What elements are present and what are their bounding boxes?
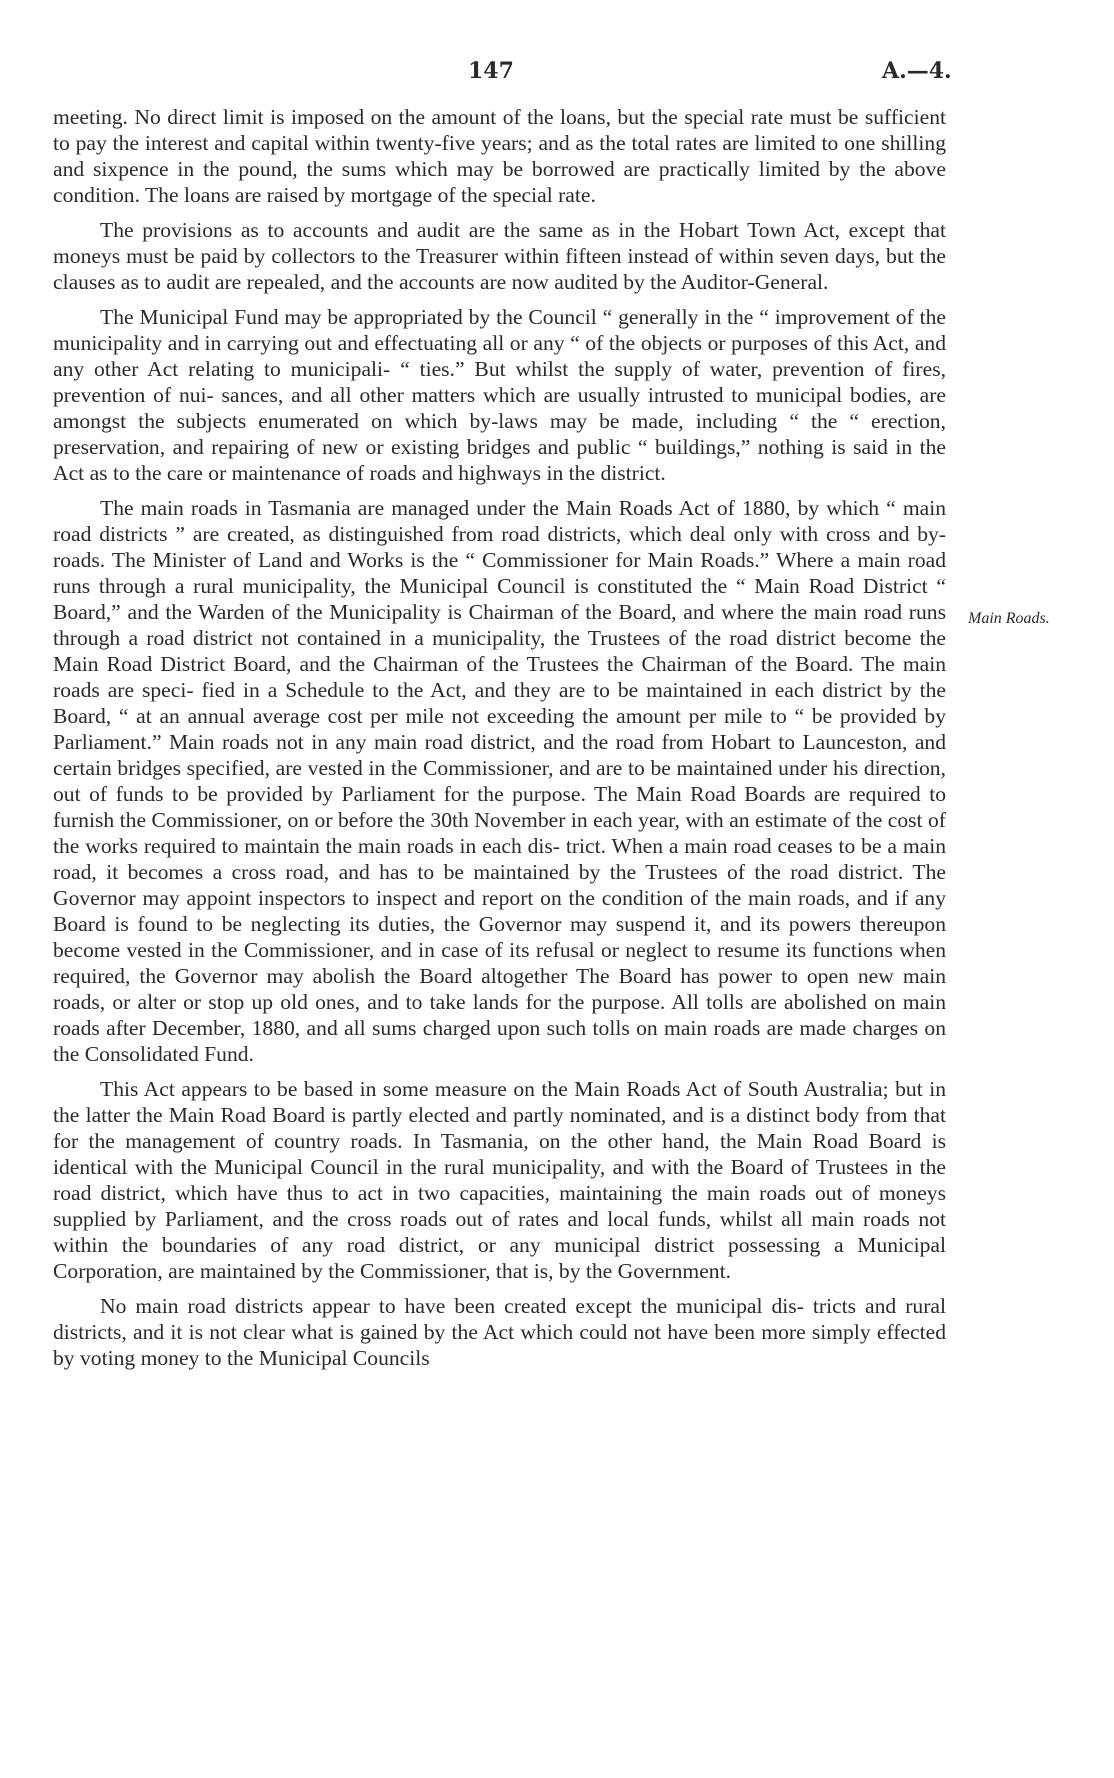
paragraph-main-road-districts: No main road districts appear to have been created except the municipal dis- tricts and rural districts, and it is not clear what is gained by the Act which could not have been more simply effected by voting money to the Municipal Councils (53, 1294, 946, 1370)
document-reference: A.—4. (882, 58, 952, 84)
paragraph-south-australia: This Act appears to be based in some measure on the Main Roads Act of South Australia; but in the latter the Main Road Board is partly elected and partly nominated, and is a distinct body from that for the management of country roads. In Tasmania, on the other hand, the Main Road Board is identical with the Municipal Council in the rural municipality, and with the Board of Trustees in the road district, which have thus to act in two capacities, maintaining the main roads out of moneys supplied by Parliament, and the cross roads out of rates and local funds, whilst all main roads not within the boundaries of any road district, or any municipal district possessing a Municipal Corporation, are maintained by the Commissioner, that is, by the Government. (53, 1077, 946, 1283)
body-text (53, 104, 946, 1371)
paragraph-municipal-fund: The Municipal Fund may be appropriated by the Council “ generally in the “ improvement of the municipality and in carrying out and effectuating all or any “ of the objects or purposes of this Act, and any other Act relating to municipali- “ ties.” But whilst the supply of water, prevention of fires, prevention of nui- sances, and all other matters which are usually intrusted to municipal bodies, are amongst the subjects enumerated on which by-laws may be made, including “ the “ erection, preservation, and repairing of new or existing bridges and public “ buildings,” nothing is said in the Act as to the care or maintenance of roads and highways in the district. (53, 305, 946, 485)
paragraph-main-roads: The main roads in Tasmania are managed under the Main Roads Act of 1880, by which “ main road districts ” are created, as distinguished from road districts, which deal only with cross and by-roads. The Minister of Land and Works is the “ Commissioner for Main Roads.” Where a main road runs through a rural municipality, the Municipal Council is constituted the “ Main Road District “ Board,” and the Warden of the Municipality is Chairman of the Board, and where the main road runs through a road district not contained in a municipality, the Trustees of the road district become the Main Road District Board, and the Chairman of the Trustees the Chairman of the Board. The main roads are speci- fied in a Schedule to the Act, and they are to be maintained in each district by the Board, “ at an annual average cost per mile not exceeding the amount per mile to “ be provided by Parliament.” Main roads not in any main road district, and the road from Hobart to Launceston, and certain bridges specified, are vested in the Commissioner, and are to be maintained under his direction, out of funds to be provided by Parliament for the purpose. The Main Road Boards are required to furnish the Commissioner, on or before the 30th November in each year, with an estimate of the cost of the works required to maintain the main roads in each dis- trict. When a main road ceases to be a main road, it becomes a cross road, and has to be maintained by the Trustees of the road district. The Governor may appoint inspectors to inspect and report on the condition of the main roads, and if any Board is found to be neglecting its duties, the Governor may suspend it, and its powers thereupon become vested in the Commissioner, and in case of its refusal or neglect to resume its functions when required, the Governor may abolish the Board altogether The Board has power to open new main roads, or alter or stop up old ones, and to take lands for the purpose. All tolls are abolished on main roads after December, 1880, and all sums charged upon such tolls on main roads are made charges on the Consolidated Fund. (53, 496, 946, 1066)
page-number: 147 (468, 58, 514, 84)
paragraph-accounts-audit: The provisions as to accounts and audit are the same as in the Hobart Town Act, except that moneys must be paid by collectors to the Treasurer within fifteen instead of within seven days, but the clauses as to audit are repealed, and the accounts are now audited by the Auditor-General. (53, 218, 946, 294)
marginal-note: Main Roads. (968, 610, 1050, 627)
paragraph-loans: meeting. No direct limit is imposed on the amount of the loans, but the special rate must be sufficient to pay the interest and capital within twenty-five years; and as the total rates are limited to one shilling and sixpence in the pound, the sums which may be borrowed are practically limited by the above condition. The loans are raised by mortgage of the special rate. (53, 105, 946, 207)
